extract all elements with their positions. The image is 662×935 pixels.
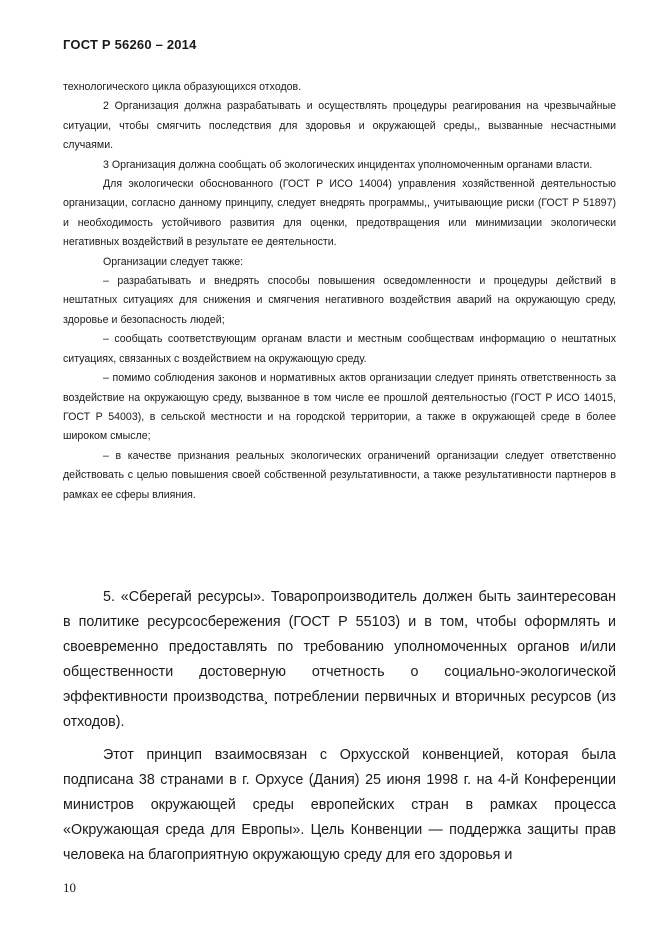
small-text-block — [63, 78, 616, 505]
list-item: – в качестве признания реальных экологических ограничений организации следует ответственно действовать с целью повышения своей собственной результативности, а также результативности партнеров в рамках ее сферы влияния. — [63, 449, 616, 501]
paragraph: 2 Организация должна разрабатывать и осуществлять процедуры реагирования на чрезвычайные ситуации, чтобы смягчить последствия для здоровья и окружающей среды,, вызванные несчастными случаями. — [63, 100, 616, 152]
paragraph: 3 Организация должна сообщать об экологических инцидентах уполномоченным органами власти. — [103, 158, 593, 171]
list-item: – помимо соблюдения законов и нормативных актов организации следует принять ответственность за воздействие на окружающую среду, вызванное в том числе ее прошлой деятельностью (ГОСТ Р ИСО 14015, ГОСТ Р 54003), в сельской местности и на городской территории, а также в окружающей среде в более широком смысле; — [63, 372, 616, 443]
page-number: 10 — [63, 880, 76, 895]
large-text-block — [63, 585, 616, 868]
paragraph: технологического цикла образующихся отходов. — [63, 81, 302, 93]
paragraph: Для экологически обоснованного (ГОСТ Р ИСО 14004) управления хозяйственной деятельностью организации, согласно данному принципу, следует внедрять программы,, учитывающие риски (ГОСТ Р 51897) и необходимость устойчивого развития для оценки, предотвращения или минимизации экологически негативных воздействий в результате ее деятельности. — [63, 178, 616, 249]
paragraph: Организации следует также: — [103, 255, 244, 268]
paragraph: Этот принцип взаимосвязан с Орхусской конвенцией, которая была подписана 38 странами в г. Орхусе (Дания) 25 июня 1998 г. на 4-й Конференции министров окружающей среды европейских стран в рамках процесса «Окружающая среда для Европы». Цель Конвенции — поддержка защиты прав человека на благоприятную окружающую среду для его здоровья и — [63, 747, 616, 863]
paragraph: 5. «Сберегай ресурсы». Товаропроизводитель должен быть заинтересован в политике ресурсосбережения (ГОСТ Р 55103) и в том, чтобы оформлять и своевременно предоставлять по требованию уполномоченных органов и/или общественности достоверную отчетность о социально-экологической эффективности производства¸ потреблении первичных и вторичных ресурсов (из отходов). — [63, 589, 616, 730]
list-item: – разрабатывать и внедрять способы повышения осведомленности и процедуры действий в нештатных ситуациях для снижения и смягчения негативного воздействия аварий на окружающую среду, здоровье и безопасность людей; — [63, 275, 616, 326]
document-header: ГОСТ Р 56260 – 2014 — [63, 37, 197, 52]
list-item: – сообщать соответствующим органам власти и местным сообществам информацию о нештатных ситуациях, связанных с воздействием на окружающую среду. — [63, 333, 616, 365]
